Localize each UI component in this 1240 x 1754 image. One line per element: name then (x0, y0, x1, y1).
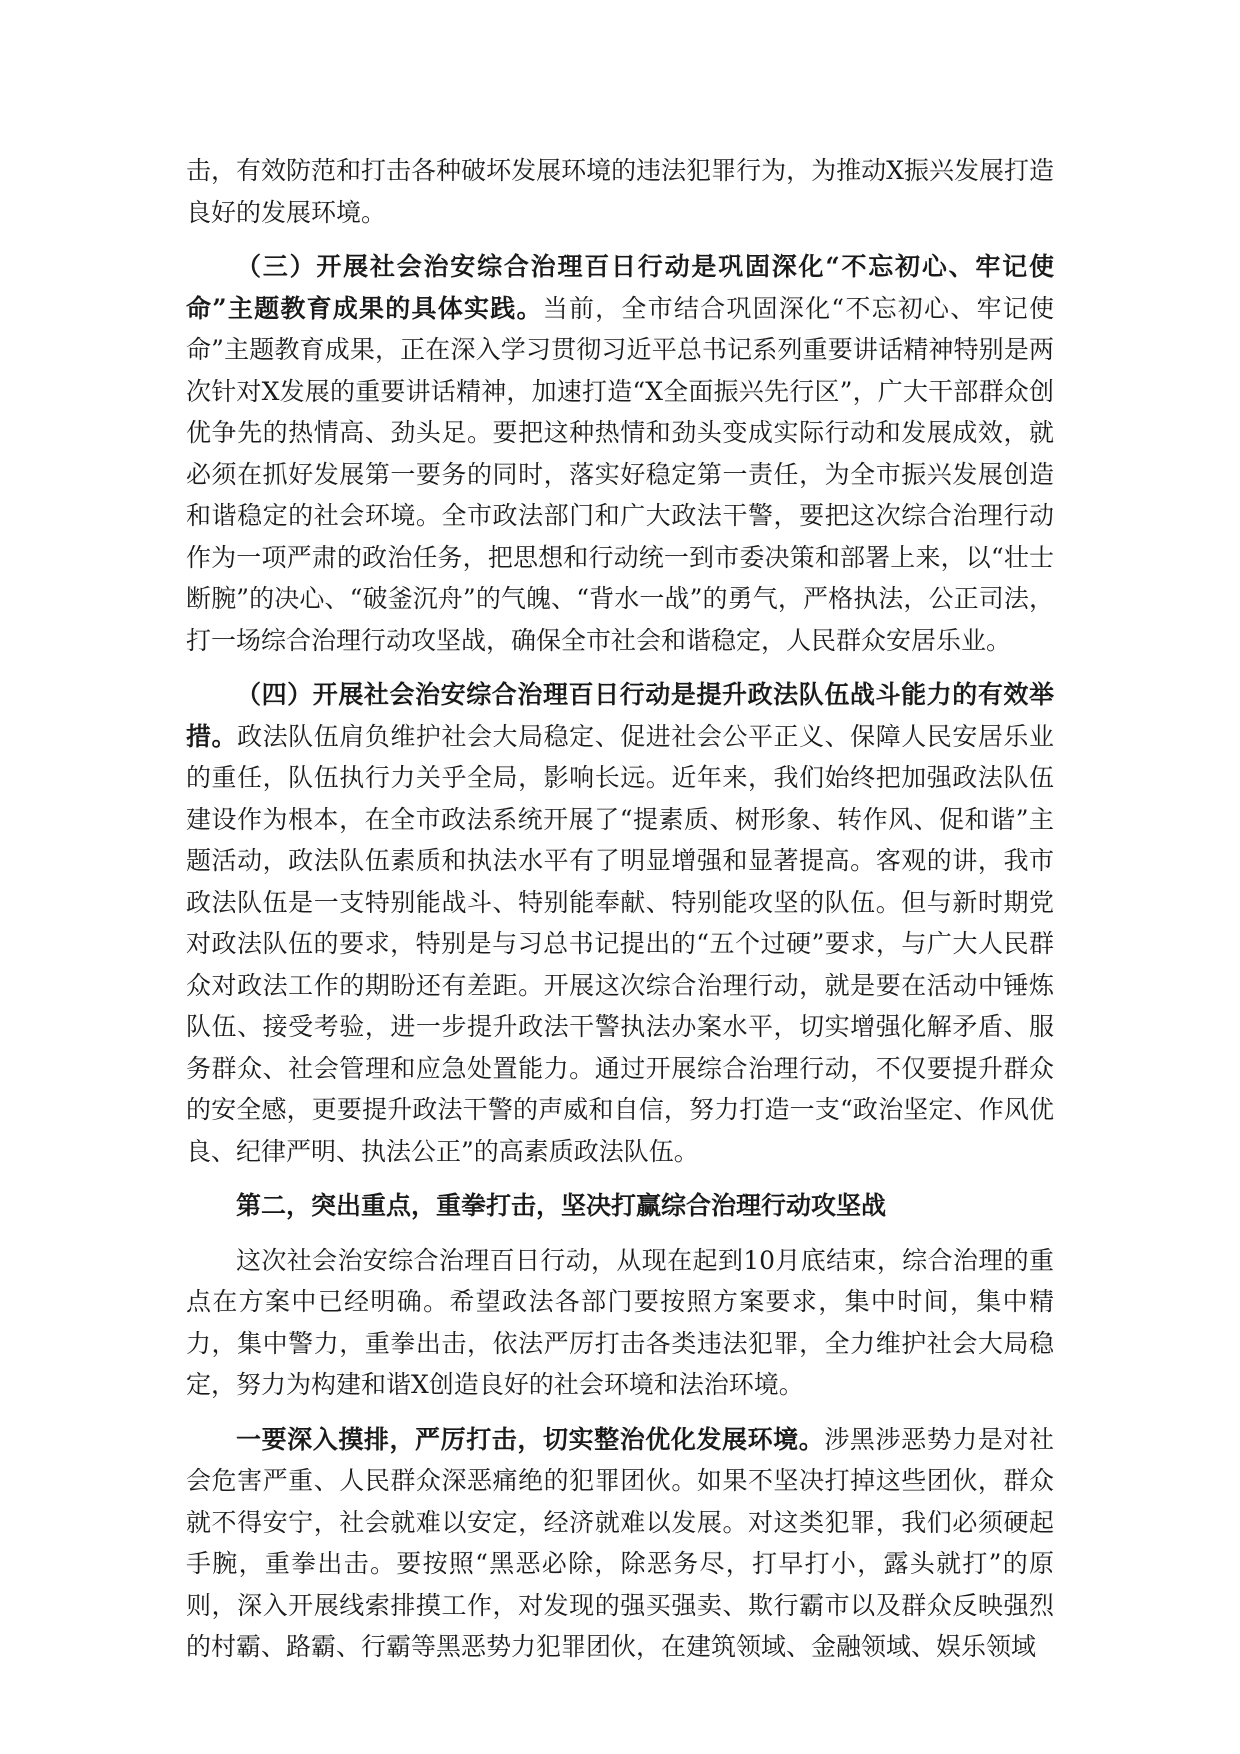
paragraph-point-one (186, 1419, 1054, 1668)
section-three-lead: （三）开展社会治安综合治理百日行动是巩固深化“不忘初心、牢记使命”主题教育成果的具体实践。 (186, 252, 1054, 323)
section-four-body: 政法队伍肩负维护社会大局稳定、促进社会公平正义、保障人民安居乐业的重任，队伍执行力关乎全局，影响长远。近年来，我们始终把加强政法队伍建设作为根本，在全市政法系统开展了“提素质、树形象、转作风、促和谐”主题活动，政法队伍素质和执法水平有了明显增强和显著提高。客观的讲，我市政法队伍是一支特别能战斗、特别能奉献、特别能攻坚的队伍。但与新时期党对政法队伍的要求，特别是与习总书记提出的“五个过硬”要求，与广大人民群众对政法工作的期盼还有差距。开展这次综合治理行动，就是要在活动中锤炼队伍、接受考验，进一步提升政法干警执法办案水平，切实增强化解矛盾、服务群众、社会管理和应急处置能力。通过开展综合治理行动，不仅要提升群众的安全感，更要提升政法干警的声威和自信，努力打造一支“政治坚定、作风优良、纪律严明、执法公正”的高素质政法队伍。 (186, 721, 1054, 1166)
document-body (186, 150, 1054, 1681)
section-three-body: 当前，全市结合巩固深化“不忘初心、牢记使命”主题教育成果，正在深入学习贯彻习近平总书记系列重要讲话精神特别是两次针对X发展的重要讲话精神，加速打造“X全面振兴先行区”，广大干部群众创优争先的热情高、劲头足。要把这种热情和劲头变成实际行动和发展成效，就必须在抓好发展第一要务的同时，落实好稳定第一责任，为全市振兴发展创造和谐稳定的社会环境。全市政法部门和广大政法干警，要把这次综合治理行动作为一项严肃的政治任务，把思想和行动统一到市委决策和部署上来，以“壮士断腕”的决心、“破釜沉舟”的气魄、“背水一战”的勇气，严格执法，公正司法，打一场综合治理行动攻坚战，确保全市社会和谐稳定，人民群众安居乐业。 (186, 293, 1054, 655)
section-heading-second: 第二，突出重点，重拳打击，坚决打赢综合治理行动攻坚战 (236, 1191, 887, 1220)
paragraph-section-three (186, 246, 1054, 661)
paragraph-continuation: 击，有效防范和打击各种破坏发展环境的违法犯罪行为，为推动X振兴发展打造良好的发展环境。 (186, 156, 1054, 227)
paragraph-section-four (186, 674, 1054, 1172)
point-one-body: 涉黑涉恶势力是对社会危害严重、人民群众深恶痛绝的犯罪团伙。如果不坚决打掉这些团伙，群众就不得安宁，社会就难以安定，经济就难以发展。对这类犯罪，我们必须硬起手腕，重拳出击。要按照“黑恶必除，除恶务尽，打早打小，露头就打”的原则，深入开展线索排摸工作，对发现的强买强卖、欺行霸市以及群众反映强烈的村霸、路霸、行霸等黑恶势力犯罪团伙，在建筑领域、金融领域、娱乐领域 (186, 1424, 1054, 1661)
section-four-lead: （四）开展社会治安综合治理百日行动是提升政法队伍战斗能力的有效举措。 (186, 680, 1054, 751)
point-one-lead: 一要深入摸排，严厉打击，切实整治优化发展环境。 (236, 1424, 825, 1454)
paragraph-action-scope: 这次社会治安综合治理百日行动，从现在起到10月底结束，综合治理的重点在方案中已经明确。希望政法各部门要按照方案要求，集中时间，集中精力，集中警力，重拳出击，依法严厉打击各类违法犯罪，全力维护社会大局稳定，努力为构建和谐X创造良好的社会环境和法治环境。 (186, 1245, 1054, 1399)
